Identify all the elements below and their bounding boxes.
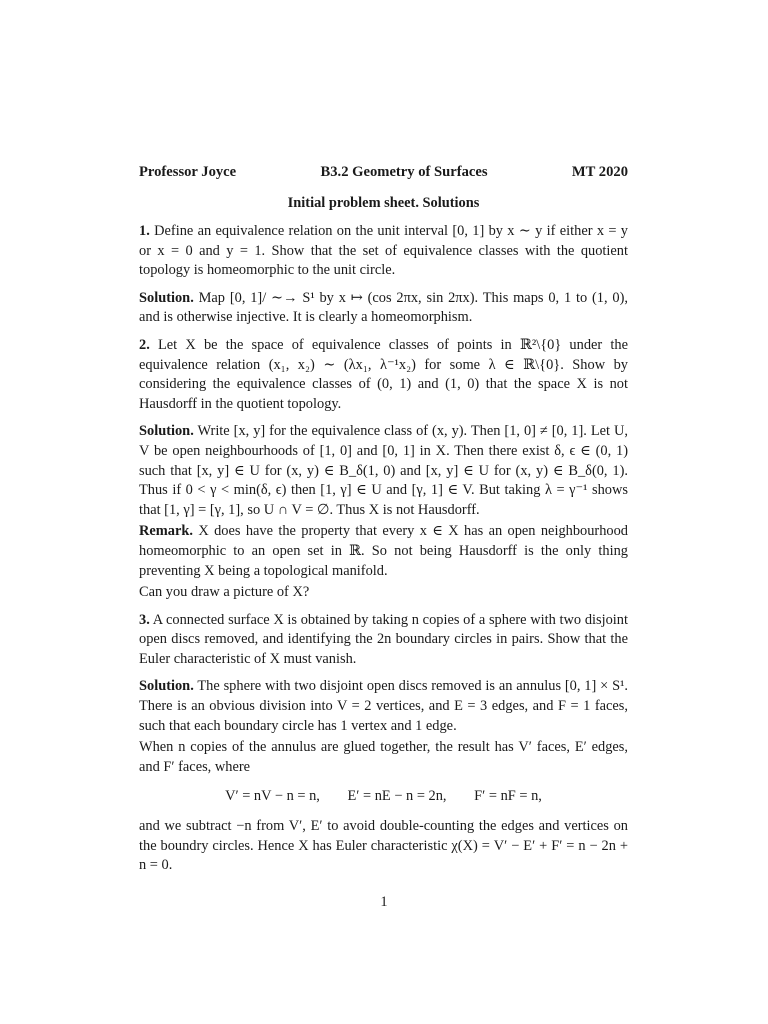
euler-equations bbox=[139, 787, 628, 807]
remark bbox=[139, 522, 628, 581]
sheet-title: Initial problem sheet. Solutions bbox=[287, 195, 480, 211]
solution-3-continued: When n copies of the annulus are glued together, the result has V′ faces, E′ edges, and F′ faces, where bbox=[139, 739, 628, 775]
solution-1-label: Solution. bbox=[139, 289, 194, 306]
solution-1 bbox=[139, 289, 628, 328]
equation-vertices: V′ = nV − n = n, bbox=[225, 788, 320, 805]
question-1-text: Define an equivalence relation on the unit interval [0, 1] by x ∼ y if either x = y or x = 0 and y = 1. Show that the set of equivalence classes with the quotient topology is homeomorphic to the unit circle. bbox=[139, 223, 628, 279]
question-2-text: Let X be the space of equivalence classes of points in ℝ²\{0} under the equivalence relation (x₁, x₂) ∼ (λx₁, λ⁻¹x₂) for some λ ∈ ℝ\{0}. Show by considering the equivalence classes of (0, 1) and (1, 0) that the space X is not Hausdorff in the quotient topology. bbox=[139, 336, 628, 412]
page-header bbox=[139, 160, 628, 184]
question-3-text: A connected surface X is obtained by taking n copies of a sphere with two disjoint open discs removed, and identifying the 2n boundary circles in pairs. Show that the Euler characteristic of X must vanish. bbox=[139, 611, 628, 667]
header-course: B3.2 Geometry of Surfaces bbox=[320, 164, 488, 180]
remark-text: X does have the property that every x ∈ X has an open neighbourhood homeomorphic to an open set in ℝ. So not being Hausdorff is the only thing preventing X being a topological manifold. bbox=[139, 523, 628, 579]
document-page bbox=[139, 160, 628, 876]
remark-label: Remark. bbox=[139, 523, 193, 540]
equation-faces: F′ = nF = n, bbox=[474, 788, 542, 805]
picture-question: Can you draw a picture of X? bbox=[139, 584, 310, 601]
question-1 bbox=[139, 222, 628, 281]
equation-edges: E′ = nE − n = 2n, bbox=[347, 788, 447, 805]
solution-3-conclusion: and we subtract −n from V′, E′ to avoid double-counting the edges and vertices on the boundry circles. Hence X has Euler characteristic χ(X) = V′ − E′ + F′ = n − 2n + n = 0. bbox=[139, 818, 628, 874]
question-2 bbox=[139, 336, 628, 414]
question-3-number: 3. bbox=[139, 611, 150, 628]
solution-1-text: Map [0, 1]/ ∼→ S¹ by x ↦ (cos 2πx, sin 2πx). This maps 0, 1 to (1, 0), and is otherwise injective. It is clearly a homeomorphism. bbox=[139, 289, 628, 326]
page-number: 1 bbox=[380, 894, 388, 910]
header-term: MT 2020 bbox=[571, 164, 628, 180]
question-3 bbox=[139, 611, 628, 670]
solution-2 bbox=[139, 422, 628, 520]
solution-3-text: The sphere with two disjoint open discs removed is an annulus [0, 1] × S¹. There is an obvious division into V = 2 vertices, and E = 3 edges, and F = 1 faces, such that each boundary circle has 1 vertex and 1 edge. bbox=[139, 678, 628, 734]
solution-2-text: Write [x, y] for the equivalence class of (x, y). Then [1, 0] ≠ [0, 1]. Let U, V be open neighbourhoods of [1, 0] and [0, 1] in X. Then there exist δ, ϵ ∈ (0, 1) such that [x, y] ∈ U for (x, y) ∈ B_δ(1, 0) and [x, y] ∈ U for (x, y) ∈ B_δ(0, 1). Thus if 0 < γ < min(δ, ϵ) then [1, γ] ∈ U and [γ, 1] ∈ V. But taking λ = γ⁻¹ shows that [1, γ] = [γ, 1], so U ∩ V = ∅. Thus X is not Hausdorff. bbox=[139, 423, 628, 518]
header-author: Professor Joyce bbox=[139, 164, 237, 180]
solution-3 bbox=[139, 677, 628, 736]
solution-3-label: Solution. bbox=[139, 678, 194, 695]
question-1-number: 1. bbox=[139, 223, 150, 239]
question-2-number: 2. bbox=[139, 336, 150, 353]
solution-2-label: Solution. bbox=[139, 423, 194, 440]
